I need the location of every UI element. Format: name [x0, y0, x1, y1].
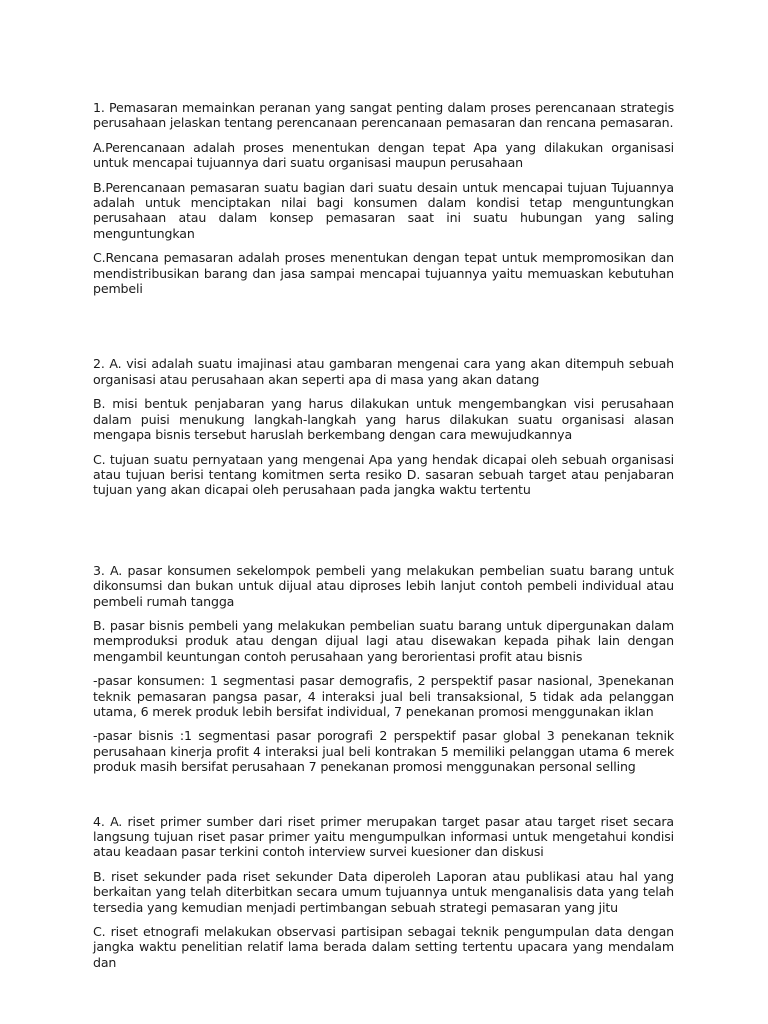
- section-spacer: [93, 305, 674, 356]
- list-pasar-konsumen: -pasar konsumen: 1 segmentasi pasar demografis, 2 perspektif pasar nasional, 3penekanan teknik pemasaran pangsa pasar, 4 interaksi jual beli transaksional, 5 tidak ada pelanggan utama, 6 merek produk lebih bersifat individual, 7 penekanan promosi menggunakan iklan: [93, 673, 674, 719]
- section-2: [93, 356, 674, 497]
- answer-4a: 4. A. riset primer sumber dari riset primer merupakan target pasar atau target riset secara langsung tujuan riset pasar primer yaitu mengumpulkan informasi untuk mengetahui kondisi atau keadaan pasar terkini contoh interview survei kuesioner dan diskusi: [93, 813, 674, 860]
- answer-4b: B. riset sekunder pada riset sekunder Data diperoleh Laporan atau publikasi atau hal yang berkaitan yang telah diterbitkan secara umum tujuannya untuk menganalisis data yang telah tersedia yang kemudian menjadi pertimbangan sebuah strategi pemasaran yang jitu: [93, 868, 674, 915]
- list-pasar-bisnis: -pasar bisnis :1 segmentasi pasar porografi 2 perspektif pasar global 3 penekanan teknik perusahaan kinerja profit 4 interaksi jual beli kontrakan 5 memiliki pelanggan utama 6 merek produk masih bersifat perusahaan 7 penekanan promosi menggunakan personal selling: [93, 728, 674, 775]
- answer-1b: B.Perencanaan pemasaran suatu bagian dari suatu desain untuk mencapai tujuan Tujuannya adalah untuk menciptakan nilai bagi konsumen dalam kondisi tetap menguntungkan perusahaan atau dalam konsep pemasaran saat ini suatu hubungan yang saling menguntungkan: [93, 179, 674, 241]
- section-3: [93, 563, 674, 775]
- answer-1c: C.Rencana pemasaran adalah proses menentukan dengan tepat untuk mempromosikan dan mendistribusikan barang dan jasa sampai mencapai tujuannya yaitu memuaskan kebutuhan pembeli: [93, 250, 674, 297]
- section-1: [93, 100, 674, 296]
- section-spacer: [93, 784, 674, 814]
- answer-3a: 3. A. pasar konsumen sekelompok pembeli yang melakukan pembelian suatu barang untuk dikonsumsi dan bukan untuk dijual atau diproses lebih lanjut contoh pembeli individual atau pembeli rumah tangga: [93, 562, 674, 609]
- answer-2b: B. misi bentuk penjabaran yang harus dilakukan untuk mengembangkan visi perusahaan dalam puisi menukung langkah-langkah yang harus dilakukan suatu organisasi alasan mengapa bisnis tersebut haruslah berkembang dengan cara mewujudkannya: [93, 396, 674, 443]
- section-4: [93, 814, 674, 971]
- answer-3b: B. pasar bisnis pembeli yang melakukan pembelian suatu barang untuk dipergunakan dalam memproduksi produk atau dengan dijual lagi atau disewakan kepada pihak lain dengan mengambil keuntungan contoh perusahaan yang berorientasi profit atau bisnis: [93, 617, 674, 664]
- answer-2a: 2. A. visi adalah suatu imajinasi atau gambaran mengenai cara yang akan ditempuh sebuah organisasi atau perusahaan akan seperti apa di masa yang akan datang: [93, 356, 674, 387]
- document-body: [93, 100, 674, 979]
- answer-4c: C. riset etnografi melakukan observasi partisipan sebagai teknik pengumpulan data dengan jangka waktu penelitian relatif lama berada dalam setting tertentu upacara yang mendalam dan: [93, 924, 674, 970]
- section-spacer: [93, 507, 674, 563]
- question-1: 1. Pemasaran memainkan peranan yang sangat penting dalam proses perencanaan strategis perusahaan jelaskan tentang perencanaan perencanaan pemasaran dan rencana pemasaran.: [93, 100, 674, 131]
- answer-1a: A.Perencanaan adalah proses menentukan dengan tepat Apa yang dilakukan organisasi untuk mencapai tujuannya dari suatu organisasi maupun perusahaan: [93, 139, 674, 171]
- answer-2c: C. tujuan suatu pernyataan yang mengenai Apa yang hendak dicapai oleh sebuah organisasi atau tujuan berisi tentang komitmen serta resiko D. sasaran sebuah target atau penjabaran tujuan yang akan dicapai oleh perusahaan pada jangka waktu tertentu: [93, 451, 674, 498]
